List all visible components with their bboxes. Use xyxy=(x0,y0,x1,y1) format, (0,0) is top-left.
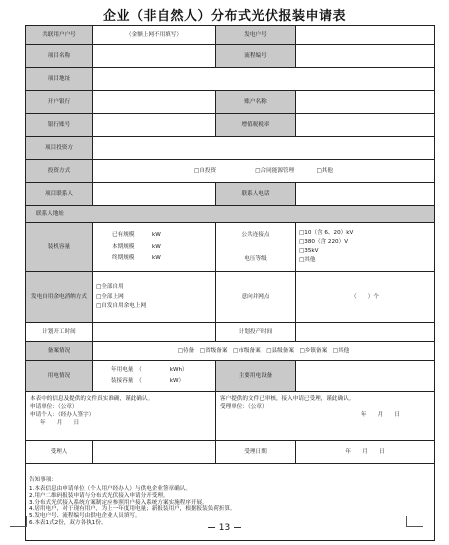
receiver-unit-seal: 受理单位：（公章） xyxy=(220,404,268,411)
investment-mode-options[interactable]: □自投资 □合同能源管理 □其他 xyxy=(93,160,435,183)
note-item: 1.本表信息由申请单位（个人用户经办人）与供电企业签章确认。 xyxy=(29,485,191,492)
voltage-option-10kv[interactable]: □10（含 6、20）kV xyxy=(299,230,354,237)
row-investor xyxy=(26,137,435,160)
voltage-option-35kv[interactable]: □35kV xyxy=(299,248,319,254)
value-bank[interactable] xyxy=(93,91,216,114)
capacity-final-label: 终期规模 xyxy=(112,255,135,262)
note-item: 5.发电户号、流程编号由供电企业人员填写。 xyxy=(29,513,141,520)
value-investor[interactable] xyxy=(93,137,435,160)
voltage-option-380v[interactable]: □380（含 220）V xyxy=(299,239,349,246)
value-acceptance-date[interactable]: 年 月 日 xyxy=(296,441,435,464)
row-bank xyxy=(26,91,435,114)
label-acceptance-date: 受理日期 xyxy=(216,441,296,464)
form-title: 企业（非自然人）分布式光伏报装申请表 xyxy=(102,9,346,24)
note-item: 6.本表1式2份，双方各执1份。 xyxy=(29,520,107,527)
row-bank-account xyxy=(26,114,435,137)
consumption-mode-options[interactable] xyxy=(93,272,216,323)
label-investor: 项目投资方 xyxy=(26,137,93,160)
receiver-statement: 客户提供的文件已审核，接入申请已受理，谨此确认。 xyxy=(220,396,355,402)
label-grid-connection: 公共连接点 xyxy=(216,223,296,248)
capacity-final-unit: kW xyxy=(152,255,161,262)
value-account-name[interactable] xyxy=(296,91,435,114)
notes-header: 告知事项： xyxy=(29,476,57,483)
capacity-current-unit: kW xyxy=(152,243,161,250)
filing-options[interactable]: □待备 □省级备案 □市级备案 □县级备案 □乡镇备案 □其他 xyxy=(93,342,435,361)
receiver-declaration xyxy=(216,392,435,441)
label-investment-mode: 投资方式 xyxy=(26,160,93,183)
application-form-table xyxy=(25,25,435,541)
label-start-time: 计划开工时间 xyxy=(26,323,93,342)
label-finish-time: 计划投产时间 xyxy=(216,323,296,342)
row-schedule xyxy=(26,323,435,342)
capacity-values[interactable] xyxy=(93,223,216,272)
page-number-text: 13 xyxy=(218,523,231,533)
value-acceptor[interactable] xyxy=(93,441,216,464)
installed-capacity[interactable]: 装接容量 （ kW） xyxy=(111,378,185,384)
annual-consumption[interactable]: 年用电量 （ kWh） xyxy=(111,367,188,374)
applicant-unit-seal: 申请单位：（公章） xyxy=(30,404,78,411)
label-bank: 开户银行 xyxy=(26,91,93,114)
receiver-date: 年 月 日 xyxy=(360,412,400,419)
value-start-time[interactable] xyxy=(93,323,216,342)
dash-right xyxy=(234,527,241,528)
label-project-address: 项目地址 xyxy=(26,68,93,91)
label-vat-rate: 增值税税率 xyxy=(216,114,296,137)
mode-surplus-grid[interactable]: □自发自用余电上网 xyxy=(96,303,147,310)
value-bank-account[interactable] xyxy=(93,114,216,137)
label-voltage-level: 电压等级 xyxy=(216,247,296,272)
row-declaration xyxy=(26,392,435,441)
value-main-equipment[interactable] xyxy=(296,361,435,392)
label-bank-account: 银行账号 xyxy=(26,114,93,137)
mode-self-use[interactable]: □全部自用 xyxy=(96,283,124,290)
value-shared-account[interactable]: （金额上网不用填写） xyxy=(93,26,216,45)
row-contact-address xyxy=(26,206,435,223)
row-project-address xyxy=(26,68,435,91)
value-contact-phone[interactable] xyxy=(296,183,435,206)
label-contact-phone: 联系人电话 xyxy=(216,183,296,206)
dash-left xyxy=(208,527,215,528)
row-consumption xyxy=(26,272,435,323)
capacity-existing-label: 已有规模 xyxy=(112,231,135,238)
applicant-statement: 本表中的信息及提供的文件真实准确，谨此确认。 xyxy=(30,396,154,402)
applicant-person-sign: 申请个人：（经办人签字） xyxy=(30,412,95,419)
note-item: 2.用户二维码报装申请与分布式光伏接入申请分开受理。 xyxy=(29,492,169,499)
value-finish-time[interactable] xyxy=(296,323,435,342)
row-acceptance xyxy=(26,441,435,464)
label-contact: 项目联系人 xyxy=(26,183,93,206)
value-vat-rate[interactable] xyxy=(296,114,435,137)
row-contact xyxy=(26,183,435,206)
value-process-number[interactable] xyxy=(296,45,435,68)
label-contact-address: 联系人地址 xyxy=(36,210,64,217)
row-capacity xyxy=(26,223,435,248)
label-shared-account: 共联用户户号 xyxy=(26,26,93,45)
label-generation-account: 发电户号 xyxy=(216,26,296,45)
voltage-option-other[interactable]: □其他 xyxy=(299,256,316,263)
label-account-name: 账户名称 xyxy=(216,91,296,114)
label-capacity: 装机容量 xyxy=(26,223,93,272)
label-power-use: 用电情况 xyxy=(26,361,93,392)
row-power-use xyxy=(26,361,435,392)
capacity-current-label: 本期规模 xyxy=(112,243,135,250)
applicant-declaration xyxy=(26,392,216,441)
row-project-name xyxy=(26,45,435,68)
label-project-name: 项目名称 xyxy=(26,45,93,68)
mode-full-grid[interactable]: □全部上网 xyxy=(96,293,124,300)
row-investment-mode xyxy=(26,160,435,183)
voltage-options[interactable] xyxy=(296,223,435,272)
page-number xyxy=(0,523,449,533)
applicant-date: 年 月 日 xyxy=(40,420,80,427)
value-generation-account[interactable] xyxy=(296,26,435,45)
power-use-values[interactable] xyxy=(93,361,216,392)
value-project-address[interactable] xyxy=(93,68,435,91)
label-consumption-mode: 发电自用余电消纳方式 xyxy=(26,272,93,323)
label-grid-points: 意向并网点 xyxy=(216,272,296,323)
value-contact[interactable] xyxy=(93,183,216,206)
row-account xyxy=(26,26,435,45)
row-filing xyxy=(26,342,435,361)
label-process-number: 流程编号 xyxy=(216,45,296,68)
capacity-existing-unit: kW xyxy=(152,231,161,238)
label-acceptor: 受理人 xyxy=(26,441,93,464)
note-item: 3.分布式光伏接入系统方案制定应参照用户接入系统方案实施程序开展。 xyxy=(29,499,208,506)
value-grid-points[interactable]: （ ）个 xyxy=(296,272,435,323)
label-filing: 备案情况 xyxy=(26,342,93,361)
label-main-equipment: 主要用电设备 xyxy=(216,361,296,392)
value-project-name[interactable] xyxy=(93,45,216,68)
note-item: 4.居用电户，对于现有用户，为上一年度用电量；新报装用户，根据报装负荷折算。 xyxy=(29,506,236,513)
